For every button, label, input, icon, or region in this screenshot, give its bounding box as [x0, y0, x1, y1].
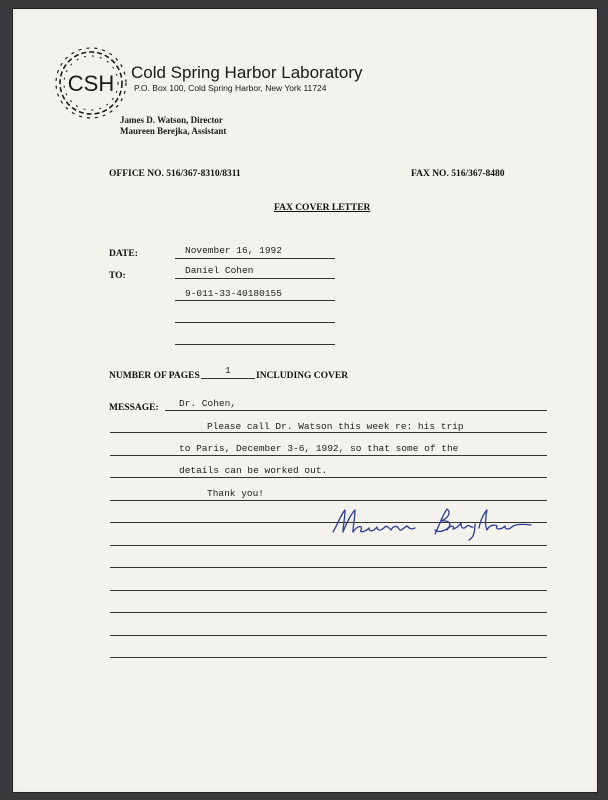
to-label: TO:	[109, 271, 126, 281]
message-line: to Paris, December 3-6, 1992, so that some of the	[179, 443, 459, 454]
organization-address: P.O. Box 100, Cold Spring Harbor, New York 11724	[134, 83, 327, 93]
to-name: Daniel Cohen	[185, 265, 254, 276]
logo-text: CSH	[67, 71, 115, 96]
message-rule	[110, 500, 547, 501]
organization-name: Cold Spring Harbor Laboratory	[131, 63, 363, 82]
form-title: FAX COVER LETTER	[274, 203, 371, 213]
fax-cover-sheet	[13, 9, 597, 792]
pages-line	[201, 378, 255, 379]
handwritten-signature	[331, 506, 539, 542]
message-rule	[110, 635, 547, 636]
date-value: November 16, 1992	[185, 245, 282, 256]
message-rule	[110, 567, 547, 568]
to-line-1	[175, 278, 335, 279]
assistant-line: Maureen Berejka, Assistant	[120, 126, 227, 136]
to-fax-number: 9-011-33-40180155	[185, 288, 282, 299]
director-line: James D. Watson, Director	[120, 115, 223, 125]
pages-label: NUMBER OF PAGES	[109, 371, 200, 381]
message-line: Please call Dr. Watson this week re: his trip	[207, 421, 464, 432]
message-rule	[110, 432, 547, 433]
message-rule	[165, 410, 547, 411]
message-rule	[110, 612, 547, 613]
message-line: Thank you!	[207, 488, 265, 499]
fax-number: FAX NO. 516/367-8480	[411, 169, 505, 179]
to-line-2	[175, 300, 335, 301]
office-number: OFFICE NO. 516/367-8310/8311	[109, 169, 241, 179]
pages-suffix: INCLUDING COVER	[256, 371, 349, 381]
message-label: MESSAGE:	[109, 403, 159, 413]
date-line	[175, 258, 335, 259]
to-line-4	[175, 344, 335, 345]
message-line: details can be worked out.	[179, 465, 328, 476]
staff-block	[120, 115, 226, 137]
to-line-3	[175, 322, 335, 323]
pages-value: 1	[225, 365, 231, 376]
message-line: Dr. Cohen,	[179, 398, 237, 409]
date-label: DATE:	[109, 249, 138, 259]
message-rule	[110, 590, 547, 591]
csh-dna-logo-icon	[51, 43, 131, 123]
message-rule	[110, 455, 547, 456]
message-rule	[110, 657, 547, 658]
message-rule	[110, 545, 547, 546]
message-rule	[110, 477, 547, 478]
